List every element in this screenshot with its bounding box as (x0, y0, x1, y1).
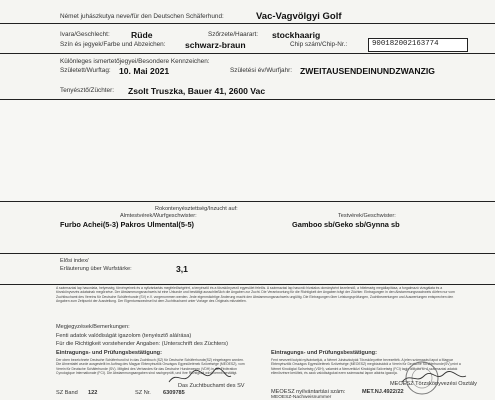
litter-year-value: ZWEITAUSENDEINUNDZWANZIG (300, 66, 435, 76)
pedigree-area (0, 100, 495, 200)
cert-right-title: Eintragungs- und Prüfungsbestätigung: (271, 350, 377, 356)
sv-caption: Das Zuchtbuchamt des SV (178, 383, 245, 389)
chip-value: 900182002163774 (372, 40, 439, 48)
color-label: Szín és jegyek/Farbe und Abzeichen: (60, 41, 166, 48)
litter-year-label: Születési év/Wurfjahr: (230, 67, 293, 74)
cert-left-text: Der oben bezeichnete Deutsche Schäferhund ist in das Zuchtbuch (SZ) für Deutsche Schäferhunde(SZ) eingetragen worden. Die Ahnentafel wurde ausgestellt im Auftrag des Magyar Ebtenyésztők Országos Egyesületének Szövetsége (MEOESZ), vom Verein für Deutsche Schäferhunde (SV). Mitglied des Verbandes für das Deutsche Hundewesen (VDH) in der Fédération Cynologique Internationale (FCI). Die Abstammungsangaben sind nachgeprüft, und ihre Richtigkeit wird hiermit bestätigt. (56, 358, 245, 376)
index-value: 3,1 (176, 264, 188, 274)
birth-date-value: 10. Mai 2021 (119, 66, 170, 76)
color-value: schwarz-braun (185, 40, 246, 50)
sz-nr-value: 6309785 (163, 390, 185, 396)
litter-siblings-label: Almtestvérek/Wurfgeschwister: (120, 213, 197, 219)
divider-top (0, 23, 495, 24)
divider-index-top (0, 253, 495, 254)
litter-siblings-value: Furbo Achei(5-3) Pakros Ulmental(5-5) (60, 220, 195, 229)
dog-name-label: Német juhászkutya neve/für den Deutschen Schäferhund: (60, 13, 224, 20)
divider-identity (0, 53, 495, 54)
meoesz-reg-label-de: MEOESZ-Nachweisnummer (271, 395, 332, 400)
sex-value: Rüde (131, 30, 153, 40)
birth-date-label: Született/Wurftag: (60, 67, 111, 74)
sz-nr-label: SZ Nr. (135, 390, 151, 396)
index-label-2: Erläuterung über Wurfstärke: (60, 266, 132, 272)
siblings-value: Gamboo sb/Geko sb/Gynna sb (292, 220, 400, 229)
cert-left-title: Eintragungs- und Prüfungsbestätigung: (56, 350, 162, 356)
siblings-label: Testvérek/Geschwister: (338, 213, 396, 219)
sz-band-label: SZ Band (56, 390, 78, 396)
coat-label: Szőrzete/Haarart: (208, 31, 259, 38)
remarks-title: Megjegyzések/Bemerkungen: (56, 324, 130, 330)
fine-print: A származási lap hasonlata, helyesség, törvényeinek és a nyilvántartás megfelelőségéért, a tenyésztő és a törzskönyvező egyesület felelős. A származási lap hasonló hivatalos okmányként kezelendő, a hitelesség megállapítása, a forgalmazó vizsgálata és a törzskönyvezés adatainak megőrzése. Der Abstammungsnachweis ist eine Urkunde und bestätigt ausschließlich die Angaben zur Zucht. Die Verantwortung für die Richtigkeit der Angaben trägt der Züchter. Eintragungen in den Abstammungsnachweis dürfen nur vom Zuchtbuchamt des Vereins für Deutsche Schäferhunde (SV) e.V. vorgenommen werden. Jede eigenmächtige Änderung macht den Abstammungsnachweis ungültig. Die Eintragungen über Leistungsprüfungen, Zuchtbewertungen und Auswertungen entsprechen den Angaben zum Zeitpunkt der Ausstellung. Der Eigentumswechsel ist dem Zuchtbuchamt unter Vorlage des Originals mitzuteilen. (56, 286, 455, 304)
coat-value: stockhaarig (272, 30, 321, 40)
inbreeding-caption: Rokontenyésztettség/Inzucht auf: (155, 206, 238, 212)
sz-band-value: 122 (88, 390, 98, 396)
meoesz-reg-label: MEOESZ nyilvántartási szám: (271, 389, 346, 395)
meoesz-reg-value: MET.NJ.4922/22 (362, 389, 404, 395)
sex-label: Ivara/Geschlecht: (60, 31, 110, 38)
marks-label: Különleges ismertetőjegyei/Besondere Kennzeichen: (60, 58, 210, 65)
breeder-attest-hu: Fenti adatok valódiságát igazolom (tenyésztő aláírása) (56, 333, 192, 339)
index-label-1: Elősi index/ (60, 258, 89, 264)
breeder-label: Tenyésztő/Züchter: (60, 87, 114, 94)
breeder-attest-de: Für die Richtigkeit vorstehender Angaben: (Unterschrift des Züchters) (56, 341, 228, 347)
divider-fineprint-top (0, 284, 495, 285)
breeder-value: Zsolt Truszka, Bauer 41, 2600 Vac (128, 86, 266, 96)
meoesz-caption: MEOESZ Törzskönyvezési Osztály (390, 381, 477, 387)
chip-label: Chip szám/Chip-Nr.: (290, 41, 348, 48)
cert-right-text: Fent nevezett kutyát nyilvántartjuk, a Német Juhászkutyák Törzskönyvébe bevezették. A jelen származási lapot a Magyar Ebtenyésztők Országos Egyesületének Szövetsége (MEOESZ) megbízásából a Verein für Deutsche Schäferhunde(SV),mint a Német Kinológiai Szövetség (VDH), valamint a Nemzetközi Kinológiai Szövetség (FCI) tagja állította ki. A származási adatok ellenőrzésre kerültek, és azok valódiságukat ezen származási lapon aláírás igazolja. (271, 358, 461, 376)
divider-siblings-top (0, 201, 495, 202)
dog-name-value: Vac-Vagvölgyi Golf (256, 11, 342, 22)
